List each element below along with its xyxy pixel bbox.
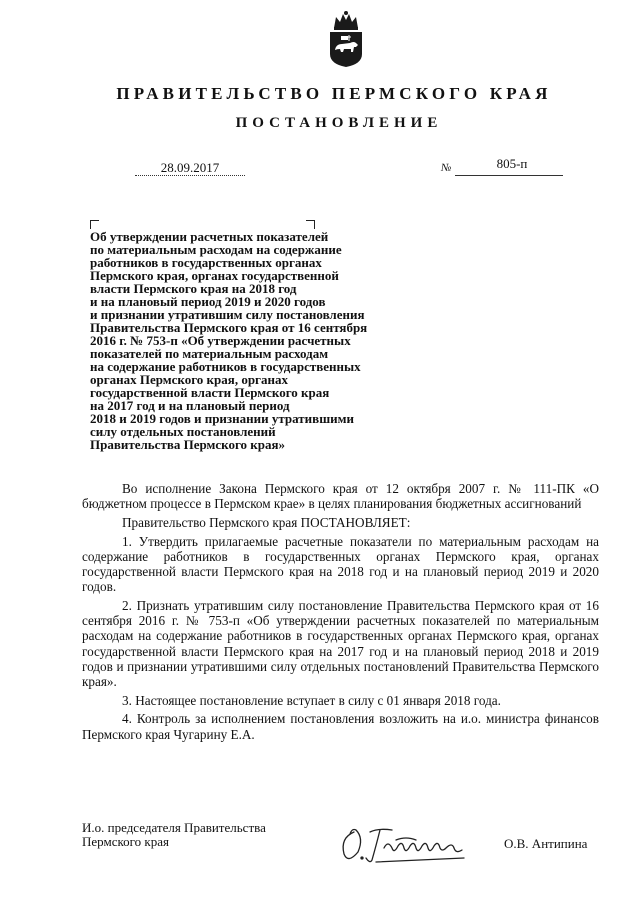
signatory-role (82, 821, 266, 849)
item-2-paragraph: 2. Признать утратившим силу постановление Правительства Пермского края от 16 сентября 2016 г. № 753-п «Об утверждении расчетных показателей по материальным расходам на содержание работников в государственных органах Пермского края, органах государственной власти Пермского края на 2017 год и на плановый период 2018 и 2019 годов и признании утратившими силу отдельных постановлений Правительства Пермского края». (82, 597, 599, 689)
subject-line: работников в государственных органах (90, 255, 322, 270)
subject-line: власти Пермского края на 2018 год (90, 281, 297, 296)
subject-line: органах Пермского края, органах (90, 372, 288, 387)
subject-line: и признании утратившим силу постановления (90, 307, 365, 322)
subject-line: 2018 и 2019 годов и признании утратившими (90, 411, 354, 426)
item-1-paragraph: 1. Утвердить прилагаемые расчетные показатели по материальным расходам на содержание работников в государственных органах Пермского края, органах государственной власти Пермского края на 2018 год и на плановый период 2019 и 2020 годов. (82, 533, 599, 595)
preamble-paragraph: Во исполнение Закона Пермского края от 12 октября 2007 г. № 111-ПК «О бюджетном процессе в Пермском крае» в целях планирования бюджетных ассигнований (82, 481, 599, 512)
number-underline (455, 175, 563, 176)
organization-title: ПРАВИТЕЛЬСТВО ПЕРМСКОГО КРАЯ (116, 84, 552, 103)
subject-line: по материальным расходам на содержание (90, 242, 342, 257)
book-icon (341, 36, 348, 40)
document-subject (90, 230, 420, 451)
corner-mark-right (306, 220, 315, 229)
item-3-paragraph: 3. Настоящее постановление вступает в силу с 01 января 2018 года. (122, 692, 501, 708)
subject-line: и на плановый период 2019 и 2020 годов (90, 294, 326, 309)
date-underline (135, 175, 245, 176)
subject-line: государственной власти Пермского края (90, 385, 330, 400)
item-4-paragraph: 4. Контроль за исполнением постановления возложить на и.о. министра финансов Пермского края Чугарину Е.А. (82, 711, 599, 742)
signatory-role-line: Пермского края (82, 834, 169, 849)
subject-line: Правительства Пермского края» (90, 437, 286, 452)
handwritten-signature (336, 818, 486, 866)
subject-line: Об утверждении расчетных показателей (90, 229, 329, 244)
crown-icon (334, 11, 358, 30)
document-date: 28.09.2017 (160, 160, 220, 175)
resolution-statement: Правительство Пермского края ПОСТАНОВЛЯЕТ: (122, 514, 411, 530)
subject-line: показателей по материальным расходам (90, 346, 329, 361)
subject-line: Пермского края, органах государственной (90, 268, 339, 283)
subject-line: на 2017 год и на плановый период (90, 398, 290, 413)
subject-line: Правительства Пермского края от 16 сентября (90, 320, 368, 335)
subject-line: на содержание работников в государственных (90, 359, 361, 374)
signatory-name: О.В. Антипина (504, 836, 588, 851)
signatory-role-line: И.о. председателя Правительства (82, 820, 266, 835)
subject-line: силу отдельных постановлений (90, 424, 276, 439)
document-number: 805-п (496, 156, 528, 171)
corner-mark-left (90, 220, 99, 229)
number-sign: № (441, 162, 452, 174)
coat-of-arms-emblem (326, 8, 366, 68)
document-body (82, 481, 599, 745)
document-type: ПОСТАНОВЛЕНИЕ (235, 115, 443, 131)
subject-line: 2016 г. № 753-п «Об утверждении расчетных (90, 333, 351, 348)
